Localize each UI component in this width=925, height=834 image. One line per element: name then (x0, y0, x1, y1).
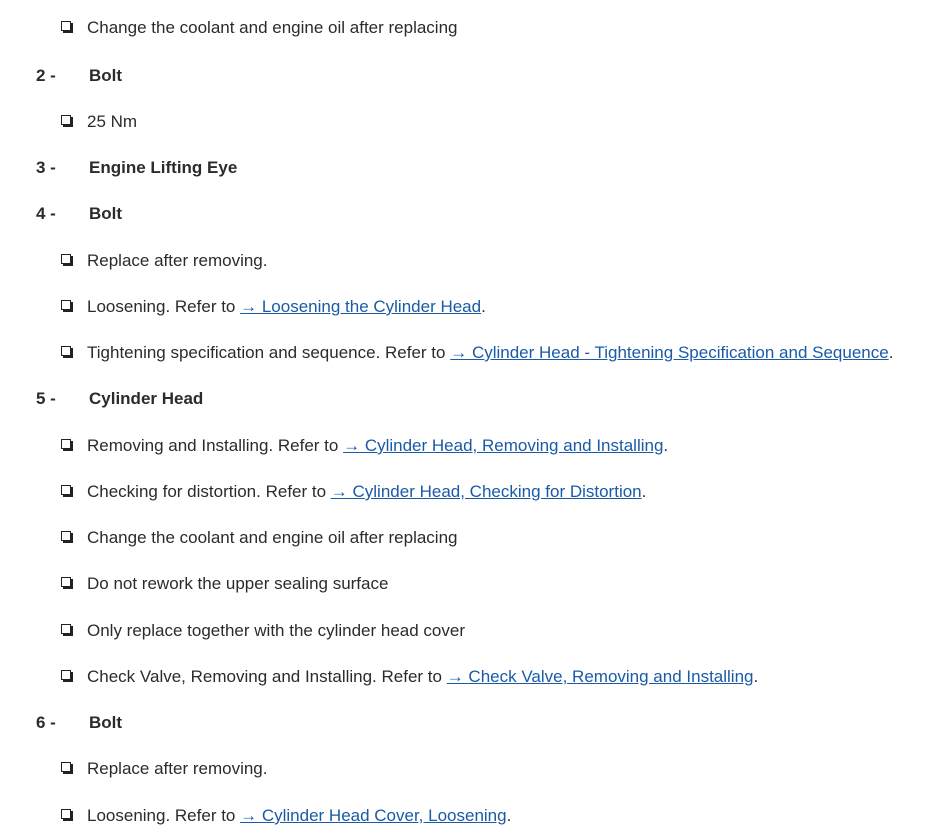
item-text: Replace after removing. (87, 759, 268, 778)
checkbox-bullet-icon (61, 485, 71, 495)
item-text: Removing and Installing. Refer to → Cylinder Head, Removing and Installing. (87, 436, 669, 455)
link-loosening-cylinder-head[interactable]: → Loosening the Cylinder Head (240, 297, 482, 316)
item-text: 25 Nm (87, 112, 138, 131)
item-text: Loosening. Refer to → Loosening the Cylinder Head. (87, 297, 486, 316)
link-tightening-specification[interactable]: → Cylinder Head - Tightening Specification and Sequence (450, 343, 889, 362)
section-number: 6 - (36, 713, 56, 732)
link-cylinder-head-cover-loosening[interactable]: → Cylinder Head Cover, Loosening (240, 806, 507, 825)
checkbox-bullet-icon (61, 115, 71, 125)
section-title: Cylinder Head (89, 389, 204, 408)
checkbox-bullet-icon (61, 439, 71, 449)
checkbox-bullet-icon (61, 346, 71, 356)
section-number: 2 - (36, 66, 56, 85)
link-check-valve[interactable]: → Check Valve, Removing and Installing (446, 667, 754, 686)
section-number: 4 - (36, 204, 56, 223)
checkbox-bullet-icon (61, 531, 71, 541)
checkbox-bullet-icon (61, 762, 71, 772)
section-title: Bolt (89, 204, 123, 223)
checkbox-bullet-icon (61, 300, 71, 310)
link-cylinder-head-distortion[interactable]: → Cylinder Head, Checking for Distortion (330, 482, 642, 501)
item-text: Do not rework the upper sealing surface (87, 574, 389, 593)
item-text: Loosening. Refer to → Cylinder Head Cover, Loosening. (87, 806, 512, 825)
checkbox-bullet-icon (61, 670, 71, 680)
link-cylinder-head-removing[interactable]: → Cylinder Head, Removing and Installing (343, 436, 664, 455)
checkbox-bullet-icon (61, 624, 71, 634)
item-text: Only replace together with the cylinder head cover (87, 621, 465, 640)
checkbox-bullet-icon (61, 254, 71, 264)
item-text: Change the coolant and engine oil after replacing (87, 18, 458, 37)
item-text: Change the coolant and engine oil after replacing (87, 528, 458, 547)
section-title: Bolt (89, 66, 123, 85)
checkbox-bullet-icon (61, 809, 71, 819)
checkbox-bullet-icon (61, 21, 71, 31)
item-text: Checking for distortion. Refer to → Cylinder Head, Checking for Distortion. (87, 482, 647, 501)
section-title: Bolt (89, 713, 123, 732)
item-text: Check Valve, Removing and Installing. Refer to → Check Valve, Removing and Installing. (87, 667, 759, 686)
section-title: Engine Lifting Eye (89, 158, 238, 177)
item-text: Replace after removing. (87, 251, 268, 270)
section-number: 5 - (36, 389, 56, 408)
section-number: 3 - (36, 158, 56, 177)
checkbox-bullet-icon (61, 577, 71, 587)
item-text: Tightening specification and sequence. Refer to → Cylinder Head - Tightening Specification and Sequence. (87, 343, 894, 362)
